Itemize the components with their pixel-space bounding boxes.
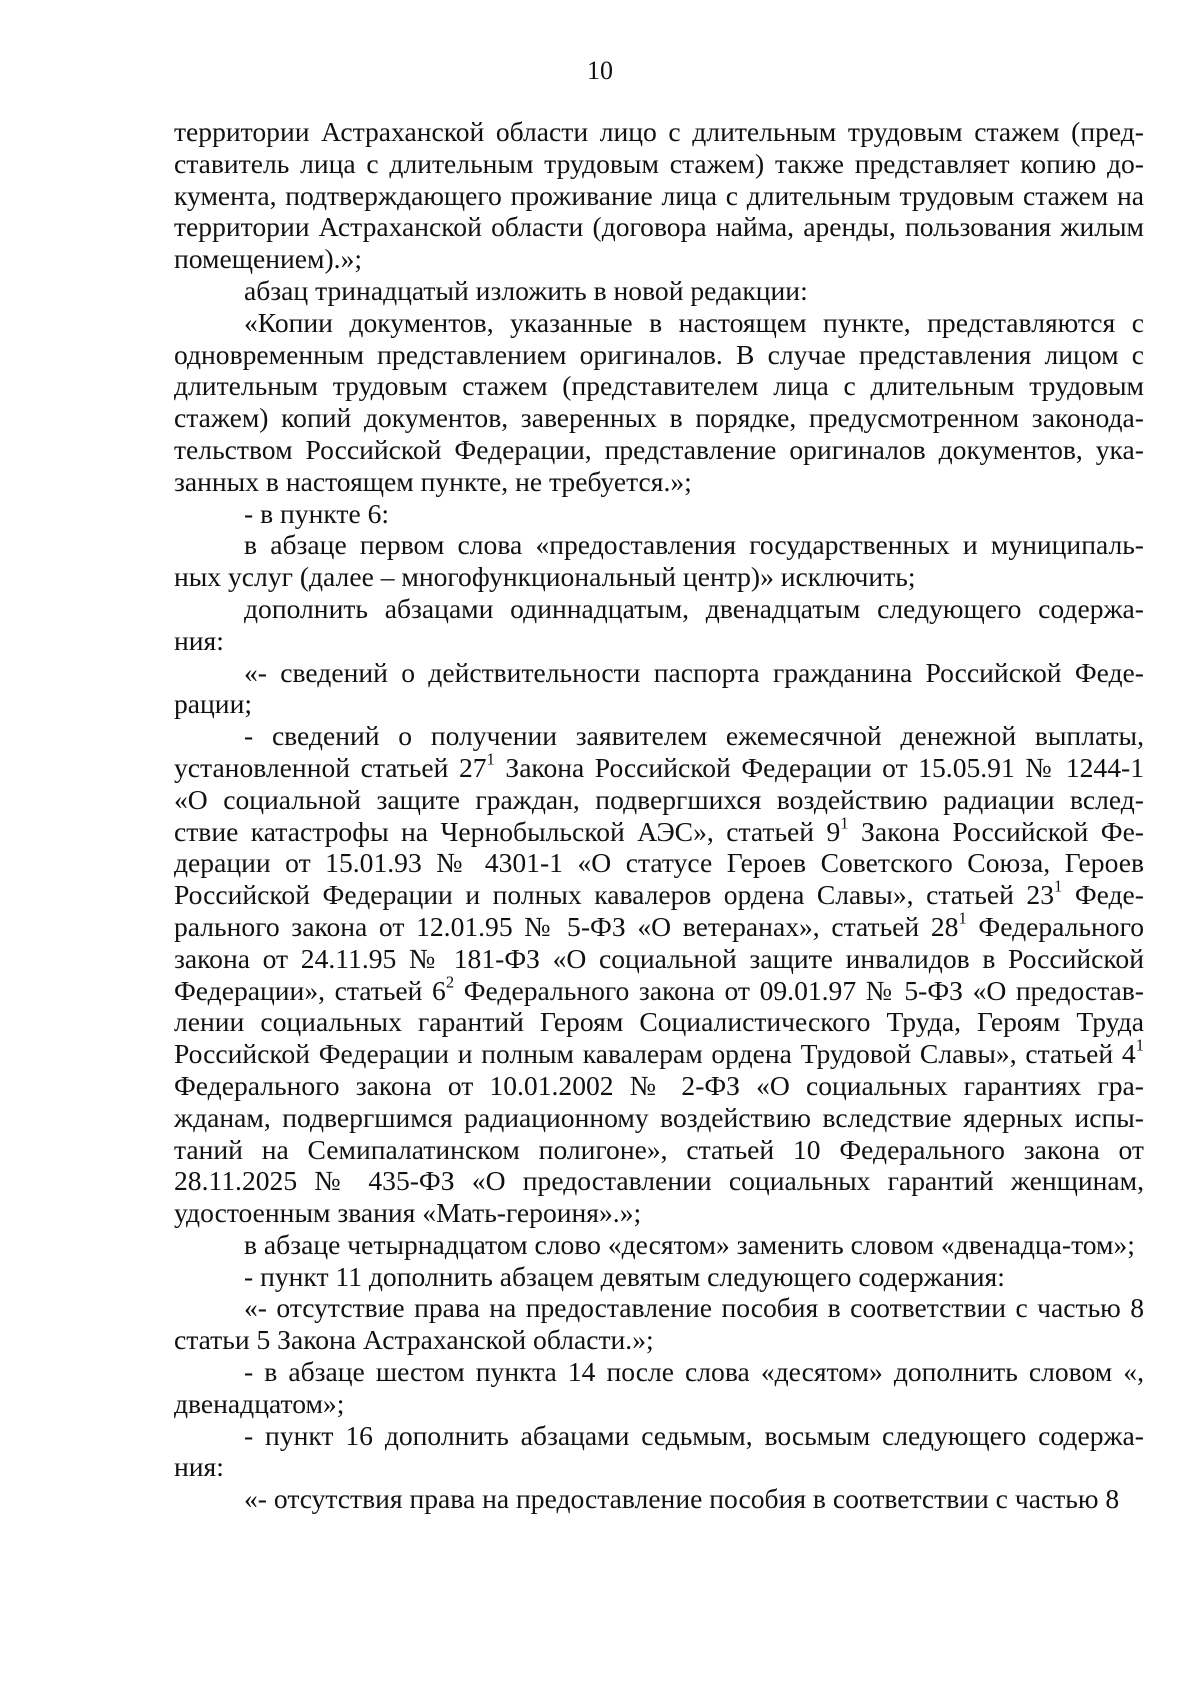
text-segment: «- отсутствие права на предоставление пособия в соответствии с частью 8 статьи 5 Закона Астраханской области.»; [174, 1292, 1144, 1356]
text-segment: дополнить абзацами одиннадцатым, двенадцатым следующего содержа-ния: [174, 592, 1144, 656]
paragraph [174, 275, 1144, 307]
text-segment: «- сведений о действительности паспорта гражданина Российской Феде-рации; [174, 656, 1144, 720]
paragraph [174, 116, 1144, 275]
text-segment: Феде-рального закона от 12.01.95 № 5-ФЗ «О ветеранах», статьей 28 [174, 879, 1144, 942]
paragraph [174, 657, 1144, 721]
text-segment: «- отсутствия права на предоставление пособия в соответствии с частью 8 [244, 1483, 1120, 1515]
paragraph [174, 1356, 1144, 1420]
text-segment: Закона Российской Фе-дерации от 15.01.93 № 4301-1 «О статусе Героев Советского Союза, Героев Российской Федерации и полных кавалеров ордена Славы», статьей 23 [174, 815, 1144, 911]
text-segment: - сведений о получении заявителем ежемесячной денежной выплаты, установленной статьей 27 [174, 720, 1144, 783]
document-body [174, 116, 1144, 1515]
text-segment: Закона Российской Федерации от 15.05.91 № 1244-1 «О социальной защите граждан, подвергшихся воздействию радиации вслед-ствие катастрофы на Чернобыльской АЭС», статьей 9 [174, 751, 1144, 847]
text-segment: - пункт 16 дополнить абзацами седьмым, восьмым следующего содержа-ния: [174, 1419, 1144, 1483]
paragraph [174, 720, 1144, 1229]
page-number: 10 [587, 56, 613, 85]
paragraph [174, 1261, 1144, 1293]
paragraph [174, 593, 1144, 657]
paragraph [174, 529, 1144, 593]
text-segment: Федерального закона от 24.11.95 № 181-ФЗ «О социальной защите инвалидов в Российской Федерации», статьей 6 [174, 910, 1144, 1006]
superscript: 2 [445, 972, 455, 992]
text-segment: в абзаце четырнадцатом слово «десятом» заменить словом «двенадца-том»; [244, 1228, 1135, 1260]
text-segment: абзац тринадцатый изложить в новой редакции: [244, 274, 808, 306]
paragraph [174, 1292, 1144, 1356]
text-segment: в абзаце первом слова «предоставления государственных и муниципаль-ных услуг (далее – многофункциональный центр)» исключить; [174, 529, 1144, 593]
superscript: 1 [486, 749, 495, 769]
paragraph [174, 1483, 1144, 1515]
text-segment: - пункт 11 дополнить абзацем девятым следующего содержания: [244, 1260, 1005, 1292]
paragraph [174, 1229, 1144, 1261]
paragraph [174, 1420, 1144, 1484]
paragraph [174, 307, 1144, 498]
superscript: 1 [840, 813, 849, 833]
paragraph [174, 498, 1144, 530]
superscript: 1 [1135, 1035, 1144, 1055]
text-segment: территории Астраханской области лицо с длительным трудовым стажем (пред-ставитель лица с длительным трудовым стажем) также представляет копию до-кумента, подтверждающего проживание лица с длительным трудовым стажем на территории Астраханской области (договора найма, аренды, пользования жилым помещением).»; [174, 116, 1144, 275]
superscript: 1 [958, 908, 967, 928]
superscript: 1 [1054, 876, 1063, 896]
text-segment: - в абзаце шестом пункта 14 после слова «десятом» дополнить словом «, двенадцатом»; [174, 1356, 1144, 1419]
text-segment: - в пункте 6: [244, 497, 390, 529]
text-segment: «Копии документов, указанные в настоящем пункте, представляются с одновременным представлением оригиналов. В случае представления лицом с длительным трудовым стажем (представителем лица с длительным трудовым стажем) копий документов, заверенных в порядке, предусмотренном законода-тельством Российской Федерации, представление оригиналов документов, ука-занных в настоящем пункте, не требуется.»; [174, 306, 1144, 497]
text-segment: Федерального закона от 09.01.97 № 5-ФЗ «О предостав-лении социальных гарантий Героям Социалистического Труда, Героям Труда Российской Федерации и полным кавалерам ордена Трудовой Славы», статьей 4 [174, 974, 1144, 1070]
text-segment: Федерального закона от 10.01.2002 № 2-ФЗ «О социальных гарантиях гра-жданам, подвергшимся радиационному воздействию вследствие ядерных испы-таний на Семипалатинском полигоне», статьей 10 Федерального закона от 28.11.2025 № 435-ФЗ «О предоставлении социальных гарантий женщинам, удостоенным звания «Мать-героиня».»; [174, 1069, 1144, 1229]
